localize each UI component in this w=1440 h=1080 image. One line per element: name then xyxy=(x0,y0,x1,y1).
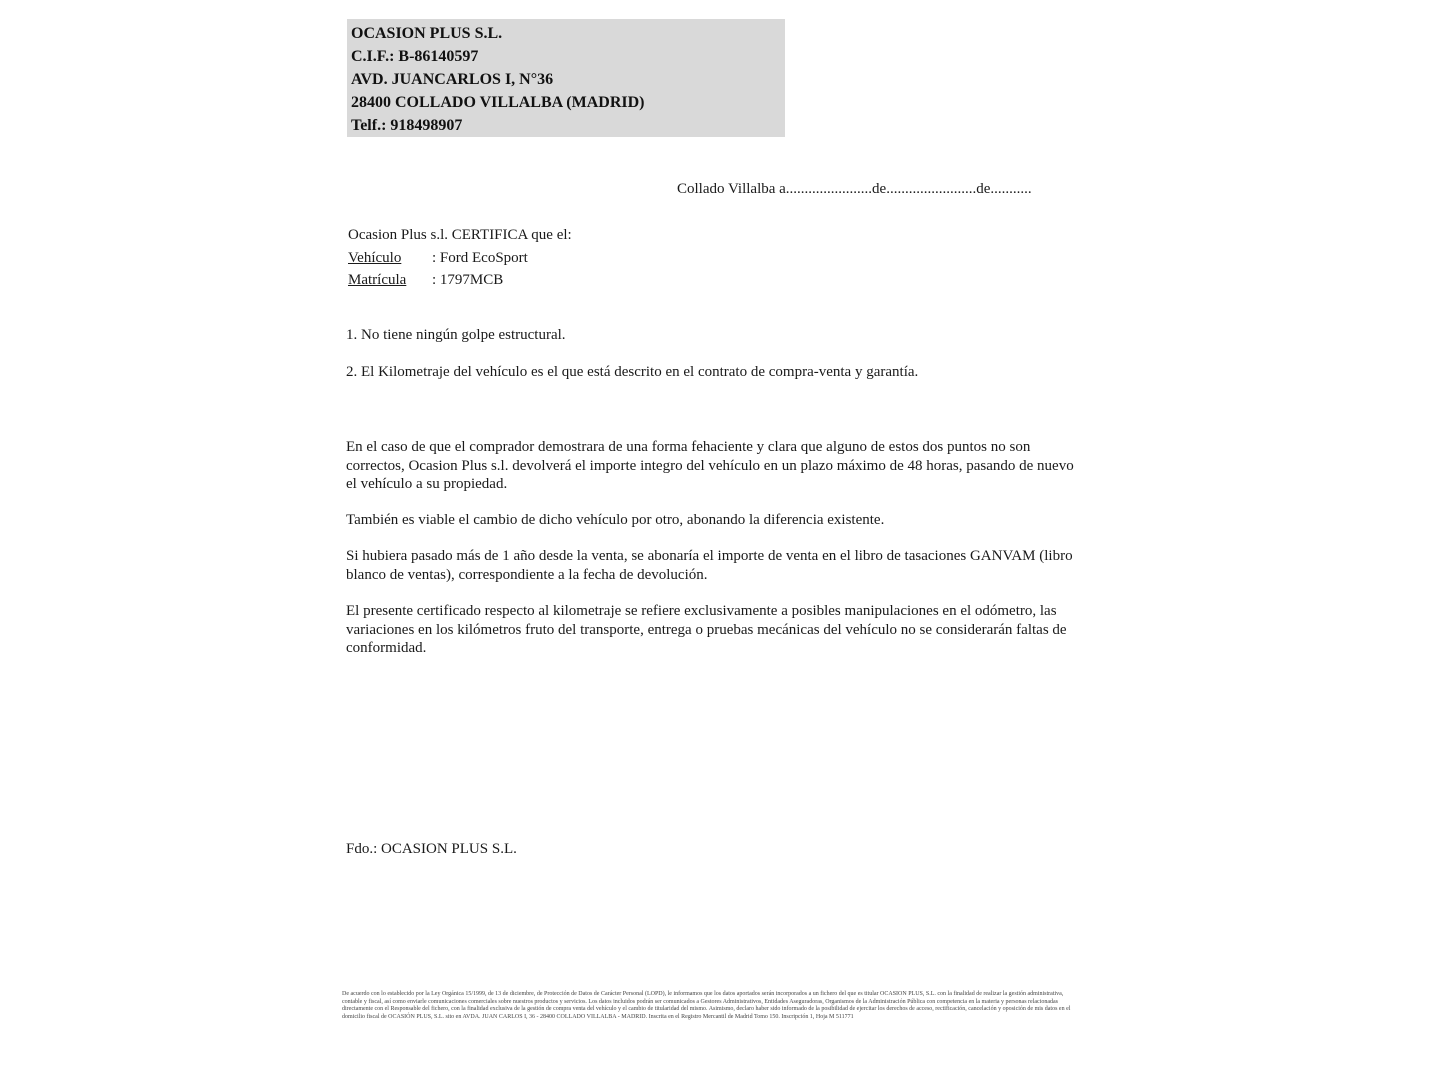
company-header-box xyxy=(347,19,785,137)
body-paragraph: El presente certificado respecto al kilometraje se refiere exclusivamente a posibles manipulaciones en el odómetro, las variaciones en los kilómetros fruto del transporte, entrega o pruebas mecánicas del vehículo no se considerarán faltas de conformidad. xyxy=(346,603,1067,656)
body-paragraph: También es viable el cambio de dicho vehículo por otro, abonando la diferencia existente. xyxy=(346,512,885,528)
plate-label: Matrícula xyxy=(348,272,407,288)
plate-row xyxy=(348,269,572,292)
certifies-line: Ocasion Plus s.l. CERTIFICA que el: xyxy=(348,227,572,243)
legal-footer: De acuerdo con lo establecido por la Ley Orgánica 15/1999, de 13 de diciembre, de Protección de Datos de Carácter Personal (LOPD), le informamos que los datos aportados serán incorporados a un fichero del que es titular OCASION PLUS, S.L. con la finalidad de realizar la gestión administrativa, contable y fiscal, así como enviarle comunicaciones comerciales sobre nuestros productos y servicios. Los datos incluidos podrán ser comunicados a Gestores Administrativos, Entidades Aseguradoras, Organismos de la Administración Pública con competencia en la materia y personas relacionadas directamente con el Responsable del fichero, con la finalidad exclusiva de la gestión de compra venta del vehículo y el cambio de titularidad del mismo. Asimismo, declaro haber sido informado de la posibilidad de ejercitar los derechos de acceso, rectificación, cancelación y oposición de mis datos en el domicilio fiscal de OCASIÓN PLUS, S.L. sito en AVDA. JUAN CARLOS I, 36 - 28400 COLLADO VILLALBA - MADRID. Inscrita en el Registro Mercantil de Madrid Tomo 150. Inscripción 1, Hoja M 511771 xyxy=(342,991,1071,1020)
place-date-line: Collado Villalba a.......................de........................de........... xyxy=(677,181,1032,197)
company-phone: Telf.: 918498907 xyxy=(351,117,463,134)
vehicle-label: Vehículo xyxy=(348,249,402,266)
company-name: OCASION PLUS S.L. xyxy=(351,25,503,42)
company-address: AVD. JUANCARLOS I, N°36 xyxy=(351,71,554,88)
vehicle-row xyxy=(348,247,572,270)
plate-value: : 1797MCB xyxy=(432,272,504,288)
certified-point: 1. No tiene ningún golpe estructural. xyxy=(346,327,566,343)
company-city: 28400 COLLADO VILLALBA (MADRID) xyxy=(351,94,645,111)
certified-point: 2. El Kilometraje del vehículo es el que está descrito en el contrato de compra-venta y garantía. xyxy=(346,364,919,380)
company-cif: C.I.F.: B-86140597 xyxy=(351,48,479,65)
vehicle-value: : Ford EcoSport xyxy=(432,249,528,266)
body-paragraph: Si hubiera pasado más de 1 año desde la venta, se abonaría el importe de venta en el libro de tasaciones GANVAM (libro blanco de ventas), correspondiente a la fecha de devolución. xyxy=(346,548,1073,583)
body-paragraph: En el caso de que el comprador demostrara de una forma fehaciente y clara que alguno de estos dos puntos no son correctos, Ocasion Plus s.l. devolverá el importe integro del vehículo en un plazo máximo de 48 horas, pasando de nuevo el vehículo a su propiedad. xyxy=(346,439,1074,492)
signature-line: Fdo.: OCASION PLUS S.L. xyxy=(346,841,517,857)
certification-intro xyxy=(348,224,572,292)
